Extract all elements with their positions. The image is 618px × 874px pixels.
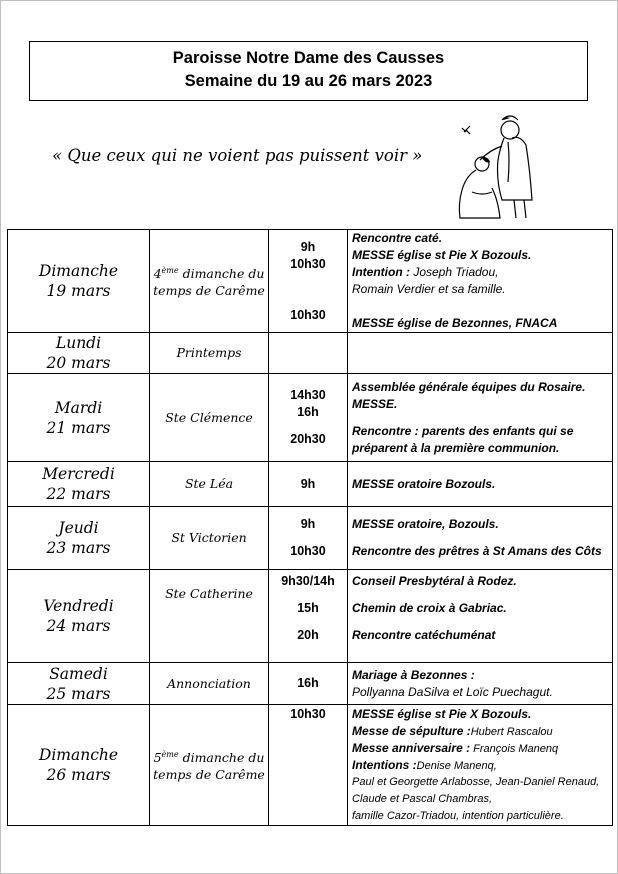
time: 10h30 (290, 707, 326, 721)
time: 16h (297, 676, 319, 690)
event-text: Mariage à Bezonnes : (352, 667, 475, 682)
events-cell (348, 374, 613, 462)
times-cell (269, 374, 348, 462)
event-text: MESSE église st Pie X Bozouls. (352, 707, 532, 721)
day-date: 20 mars (46, 354, 111, 372)
day-cell (8, 663, 150, 705)
day-date: 25 mars (46, 684, 111, 703)
events-cell (348, 705, 613, 826)
event-detail: Hubert Rascalou (470, 726, 553, 738)
time: 9h (300, 517, 316, 531)
day-cell (8, 462, 150, 507)
schedule-table (7, 229, 613, 826)
times-cell (269, 705, 348, 826)
day-name: Vendredi (43, 597, 114, 615)
event-label: Messe anniversaire : (352, 741, 471, 755)
event-text: Chemin de croix à Gabriac. (352, 601, 507, 615)
event-detail: famille Cazor-Triadou, intention particulière. (352, 810, 564, 822)
table-row (8, 462, 613, 507)
event-detail: Claude et Pascal Chambras, (352, 793, 493, 805)
day-cell (8, 570, 150, 663)
day-cell (8, 507, 150, 570)
feast-label: dimanche du temps de Carême (153, 750, 265, 782)
day-cell (8, 333, 150, 374)
feast-cell: Annonciation (150, 663, 269, 705)
feast-cell: Ste Catherine (150, 570, 269, 663)
event-text: Rencontre catéchuménat (352, 628, 496, 642)
day-date: 19 mars (46, 282, 111, 300)
events-cell (348, 333, 613, 374)
day-date: 22 mars (46, 485, 111, 503)
event-detail: Pollyanna DaSilva et Loïc Puechagut. (352, 684, 553, 699)
event-detail: Joseph Triadou, (409, 265, 499, 279)
day-date: 23 mars (46, 539, 111, 557)
time: 20h (297, 628, 319, 642)
event-text: Conseil Presbytéral à Rodez. (352, 574, 517, 588)
event-detail: Romain Verdier et sa famille. (352, 282, 506, 296)
feast-superscript: ème (161, 750, 179, 760)
event-text: Rencontre caté. (352, 231, 443, 245)
day-cell (8, 374, 150, 462)
day-name: Mardi (54, 398, 103, 417)
page-subtitle: Semaine du 19 au 26 mars 2023 (184, 72, 433, 90)
time: 9h30/14h (281, 574, 335, 588)
event-text: Rencontre : parents des enfants qui se (352, 423, 574, 438)
event-text: MESSE église de Bezonnes, FNACA (352, 316, 558, 330)
time: 15h (297, 601, 319, 615)
events-cell (348, 570, 613, 663)
day-name: Dimanche (38, 262, 119, 280)
day-name: Jeudi (58, 519, 99, 537)
feast-label: dimanche du temps de Carême (153, 266, 265, 298)
table-row (8, 333, 613, 374)
feast-number: 4 (153, 266, 162, 282)
feast-cell: Printemps (150, 333, 269, 374)
event-text: MESSE église st Pie X Bozouls. (352, 248, 532, 262)
time: 9h (300, 476, 316, 491)
time: 14h30 (290, 388, 326, 402)
event-text: préparent à la première communion. (352, 440, 560, 455)
time: 10h30 (290, 307, 326, 322)
events-cell (348, 462, 613, 507)
event-text: MESSE. (352, 396, 398, 411)
feast-cell (150, 230, 269, 333)
times-cell (269, 333, 348, 374)
day-date: 26 mars (46, 766, 111, 784)
feast-cell: St Victorien (150, 507, 269, 570)
feast-cell: Ste Clémence (150, 374, 269, 462)
day-name: Mercredi (42, 465, 115, 483)
quote: « Que ceux qui ne voient pas puissent voir » (52, 146, 423, 165)
time: 9h (300, 239, 316, 254)
feast-superscript: ème (161, 266, 179, 276)
page-title: Paroisse Notre Dame des Causses (172, 49, 445, 67)
feast-number: 5 (153, 750, 162, 766)
jesus-healing-blind-man-icon (452, 112, 542, 222)
event-label: Intention : (352, 265, 410, 279)
day-name: Dimanche (38, 746, 119, 764)
event-detail: Paul et Georgette Arlabosse, Jean-Daniel Renaud, (352, 776, 600, 788)
table-row (8, 507, 613, 570)
event-text: MESSE oratoire, Bozouls. (352, 517, 499, 531)
event-label: Messe de sépulture : (352, 724, 471, 738)
feast-cell: Ste Léa (150, 462, 269, 507)
day-date: 24 mars (46, 617, 111, 635)
times-cell (269, 507, 348, 570)
event-text: Rencontre des prêtres à St Amans des Côts (352, 544, 602, 558)
times-cell (269, 663, 348, 705)
title-box (29, 41, 588, 101)
time: 16h (297, 405, 319, 419)
times-cell (269, 230, 348, 333)
table-row (8, 663, 613, 705)
time: 10h30 (290, 544, 326, 558)
events-cell (348, 507, 613, 570)
table-row (8, 230, 613, 333)
event-label: Intentions : (352, 758, 417, 772)
event-text: Assemblée générale équipes du Rosaire. (352, 379, 586, 394)
event-detail: François Manenq (470, 743, 559, 755)
times-cell (269, 462, 348, 507)
day-cell (8, 705, 150, 826)
events-cell (348, 663, 613, 705)
times-cell (269, 570, 348, 663)
events-cell (348, 230, 613, 333)
day-date: 21 mars (46, 418, 111, 437)
time: 10h30 (290, 256, 326, 271)
event-detail: Denise Manenq, (416, 760, 497, 772)
event-text: MESSE oratoire Bozouls. (352, 476, 496, 491)
table-row (8, 374, 613, 462)
day-name: Samedi (49, 664, 108, 683)
table-row (8, 570, 613, 663)
table-row (8, 705, 613, 826)
feast-cell (150, 705, 269, 826)
day-name: Lundi (55, 334, 102, 352)
time: 20h30 (290, 432, 326, 446)
day-cell (8, 230, 150, 333)
